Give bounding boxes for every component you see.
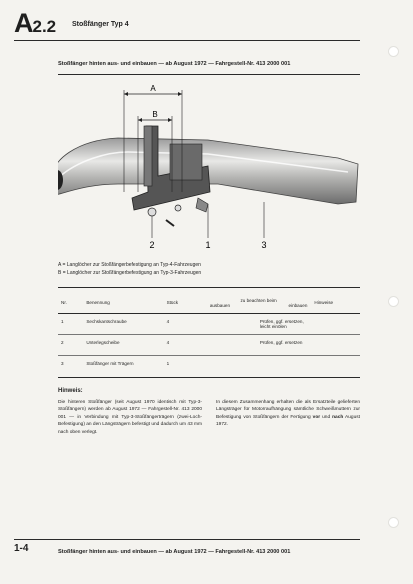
callout-2: 2: [149, 240, 155, 250]
col-nr-header: Nr.: [58, 292, 83, 314]
section-title: Stoßfänger Typ 4: [72, 21, 129, 28]
note-title: Hinweis:: [58, 388, 83, 394]
row-einbauen: [206, 356, 312, 377]
binder-hole-top: [388, 46, 399, 57]
note-right-text: In diesem Zusammenhang erhalten die als Ersatzteile gelieferten Längsträger für Motorraufhängung sämtliche Schweißmuttern zur Befestigung von Stoßfängern der Fertigung: [216, 400, 360, 420]
row-nr: 2: [58, 335, 83, 356]
group-label: zu beachten beim: [240, 297, 277, 303]
row-bezeichnung: Stoßfänger mit Trägern: [86, 361, 134, 366]
legend-rule: [58, 287, 360, 288]
note-right-text-mid: und: [320, 414, 333, 420]
col-einbauen-header: einbauen: [288, 302, 308, 308]
callout-1: 1: [205, 240, 211, 250]
row-hinweise: [311, 335, 360, 356]
parts-table: [58, 292, 360, 377]
row-einbauen: Prüfen, ggf. ersetzen, leicht einölen: [206, 314, 312, 335]
note-left-paragraph: Die hinteren Stoßfänger (seit August 1970 identisch mit Typ-3-Stoßfängern) werden ab August 1972 — Fahrgestell-Nr. 413 2000 001 — in Verbindung mit Typ-3-Stoßfängerträgern (zwei-Loch-Befestigung) an den Längsträgern befestigt und dadurch um 43 mm nach oben verlegt.: [58, 400, 202, 435]
heading-rule: [58, 74, 360, 75]
row-stueck: 4: [164, 335, 206, 356]
note-right-text-end: August 1972.: [216, 414, 360, 428]
binder-hole-middle: [388, 296, 399, 307]
dim-b-label: B: [152, 110, 158, 119]
section-main: A: [14, 8, 33, 38]
dim-a-label: A: [150, 84, 156, 93]
note-right-bold-vor: vor: [312, 414, 321, 420]
legend-a: A = Langlöcher zur Stoßfängerbefestigung an Typ-4-Fahrzeugen: [58, 262, 201, 268]
row-bezeichnung: Sechskantschraube: [83, 314, 163, 335]
table-bottom-rule: [58, 377, 360, 378]
table-row: [58, 356, 360, 377]
header-rule: [14, 40, 360, 41]
section-sub: 2.2: [32, 17, 57, 36]
row-nr: 1: [58, 314, 83, 335]
row-nr: 3: [61, 361, 64, 366]
binder-hole-bottom: [388, 517, 399, 528]
note-right-bold-nach: nach: [332, 414, 344, 420]
row-hinweise: [311, 356, 360, 377]
page-number: 1-4: [14, 543, 29, 554]
legend-b: B = Langlöcher zur Stoßfängerbefestigung an Typ-3-Fahrzeugen: [58, 270, 202, 276]
col-ausbauen-header: ausbauen: [209, 302, 230, 308]
footer-title: Stoßfänger hinten aus- und einbauen — ab August 1972 — Fahrgestell-Nr. 413 2000 001: [58, 549, 291, 555]
row-einbauen: Prüfen, ggf. ersetzen: [206, 335, 312, 356]
row-hinweise: [311, 314, 360, 335]
col-bezeichnung-header: Benennung: [83, 292, 163, 314]
footer-rule: [14, 539, 360, 540]
col-stueck-header: Stück: [164, 292, 206, 314]
row-stueck: 4: [164, 314, 206, 335]
table-row: [58, 335, 360, 356]
col-hinweise-header: Hinweise: [311, 292, 360, 314]
section-number: [14, 7, 56, 43]
callout-3: 3: [261, 240, 267, 250]
bumper-illustration: [58, 80, 368, 260]
col-group-header: [206, 292, 312, 314]
table-row: [58, 314, 360, 335]
row-stueck: 1: [166, 361, 170, 366]
note-right-paragraph: [216, 399, 360, 429]
procedure-heading: Stoßfänger hinten aus- und einbauen — ab August 1972 — Fahrgestell-Nr. 413 2000 001: [58, 61, 291, 67]
table-header-row: [58, 292, 360, 314]
row-bezeichnung: Unterlegscheibe: [83, 335, 163, 356]
